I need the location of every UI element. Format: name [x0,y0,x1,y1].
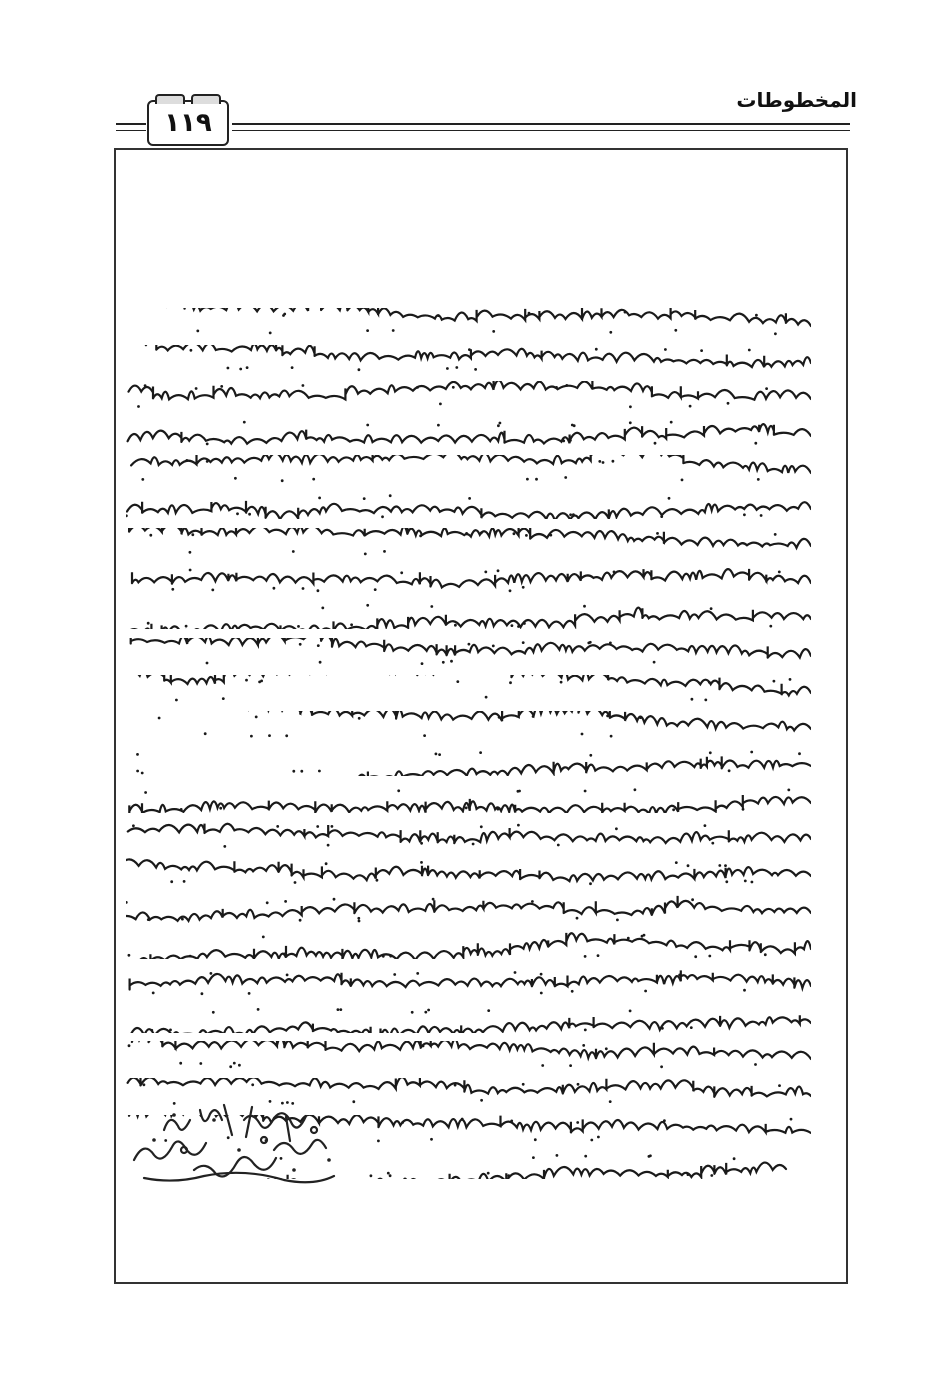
manuscript-line [126,381,811,409]
manuscript-line [126,308,811,336]
seal-stamp-icon [124,1090,354,1190]
manuscript-line [126,528,811,556]
manuscript-line [126,675,811,703]
manuscript-line [126,895,811,923]
manuscript-line [126,711,811,739]
manuscript-line [126,491,811,519]
manuscript-line [126,565,811,593]
manuscript-line [126,455,811,483]
manuscript-line [126,601,811,629]
manuscript-line [126,931,811,959]
header-rule-right [232,123,850,125]
header-rule-right-thin [232,130,850,131]
manuscript-image [126,308,811,1188]
header-rule-left-thin [116,130,146,131]
manuscript-line [126,345,811,373]
manuscript-line [126,638,811,666]
manuscript-line [126,968,811,996]
manuscript-line [126,1041,811,1069]
page-number-badge [147,100,229,146]
section-title: المخطوطات [736,88,857,112]
header-rule-left [116,123,146,125]
manuscript-line [126,821,811,849]
page-number: ١١٩ [164,108,212,138]
manuscript-line [126,785,811,813]
manuscript-line [126,1005,811,1033]
manuscript-line [126,418,811,446]
manuscript-line [126,748,811,776]
manuscript-line [126,858,811,886]
